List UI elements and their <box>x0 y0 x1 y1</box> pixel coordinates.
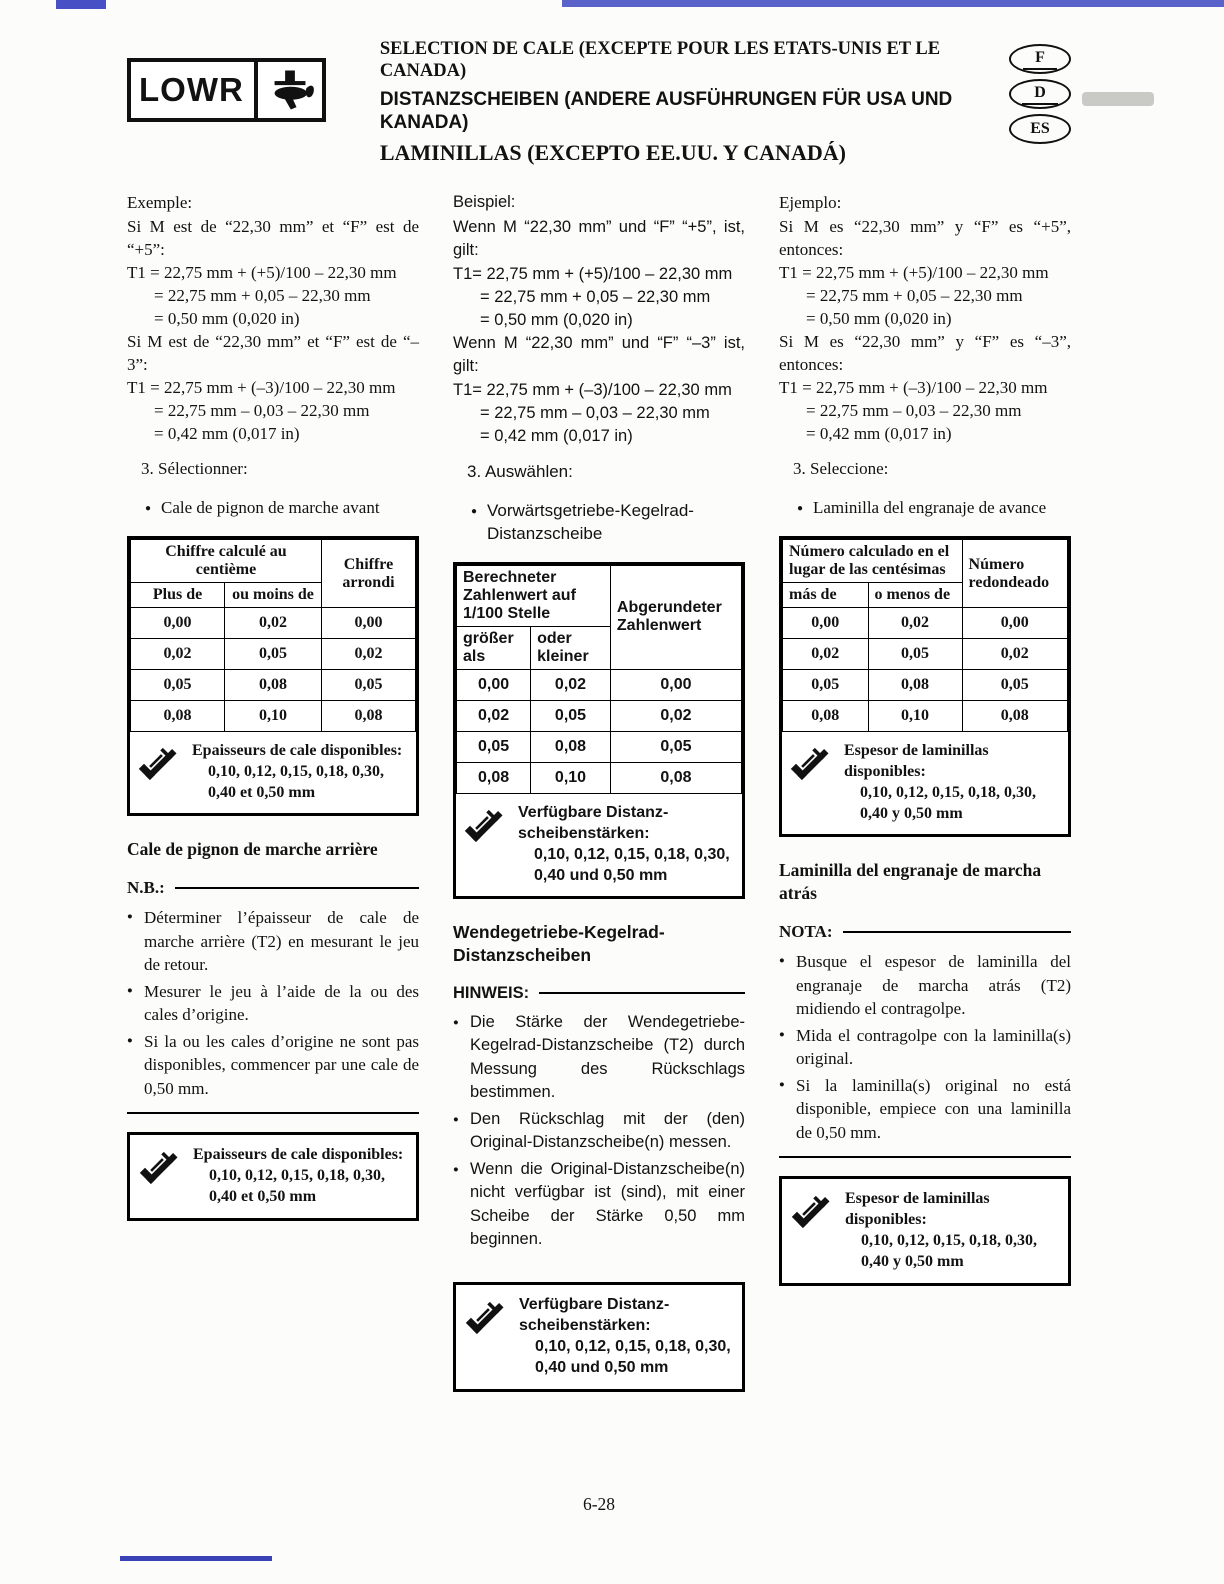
table-cell: 0,10 <box>868 701 962 732</box>
formula-block <box>127 376 419 445</box>
step-label: 3. Auswählen: <box>467 461 573 481</box>
forward-shim-table <box>127 536 419 816</box>
shim-availability-note <box>782 732 1068 834</box>
language-badges <box>1009 44 1071 144</box>
shim-availability-box <box>779 1176 1071 1286</box>
page-number: 6-28 <box>582 1494 616 1514</box>
table-cell: 0,05 <box>868 639 962 670</box>
scan-artifact <box>56 0 106 9</box>
section-label: LOWR <box>131 62 258 118</box>
table-header-rounded: Abgerundeter Zahlenwert <box>610 565 741 669</box>
list-item: ● Busque el espesor de laminilla del engranaje de marcha atrás (T2) midiendo el contragolpe. <box>779 950 1071 1021</box>
table-cell: 0,08 <box>783 701 869 732</box>
table-cell: 0,00 <box>610 669 741 700</box>
formula-line: = 22,75 mm + 0,05 – 22,30 mm <box>154 286 371 305</box>
step-label: 3. Sélectionner: <box>141 459 248 478</box>
note-title: Epaisseurs de cale disponibles: <box>192 742 403 759</box>
instruction-list <box>779 950 1071 1144</box>
table-header-calculated: Chiffre calculé au centième <box>131 540 322 583</box>
table-cell: 0,08 <box>457 762 531 793</box>
note-rule <box>175 887 419 889</box>
example-label: Beispiel: <box>453 193 516 211</box>
list-item: ● Den Rückschlag mit der (den) Original-Distanzscheibe(n) messen. <box>453 1108 745 1155</box>
case-intro: Si M est de “22,30 mm” et “F” est de “–3”: <box>127 332 419 374</box>
example-label: Ejemplo: <box>779 193 842 212</box>
page-title-german: DISTANZSCHEIBEN (ANDERE AUSFÜHRUNGEN FÜR USA UND KANADA) <box>379 89 953 133</box>
list-item: ● Si la laminilla(s) original no está disponible, empiece con una laminilla de 0,50 mm. <box>779 1074 1071 1145</box>
instruction-list <box>127 906 419 1100</box>
caliper-icon <box>789 1188 839 1234</box>
list-item: ● Mesurer le jeu à l’aide de la ou des cales d’origine. <box>127 980 419 1027</box>
page-title-french: SELECTION DE CALE (EXCEPTE POUR LES ETATS-UNIS ET LE CANADA) <box>379 39 941 81</box>
page-title-spanish: LAMINILLAS (EXCEPTO EE.UU. Y CANADÁ) <box>379 140 846 165</box>
note-label: N.B.: <box>127 878 165 897</box>
table-row <box>131 608 416 639</box>
table-cell: 0,00 <box>457 669 531 700</box>
table-row <box>457 700 742 731</box>
table-cell: 0,08 <box>962 701 1067 732</box>
table-cell: 0,05 <box>783 670 869 701</box>
table-subheader-over: größer als <box>457 626 531 669</box>
caliper-icon <box>462 802 512 848</box>
formula-line: T1 = 22,75 mm + (+5)/100 – 22,30 mm <box>127 263 397 282</box>
table-cell: 0,02 <box>868 608 962 639</box>
table-row <box>457 762 742 793</box>
table-subheader-under: o menos de <box>868 583 962 608</box>
note-values: 0,10, 0,12, 0,15, 0,18, 0,30, 0,40 y 0,50 mm <box>860 784 1036 822</box>
table-row <box>457 669 742 700</box>
caliper-icon <box>137 1144 187 1190</box>
table-subheader-over: más de <box>783 583 869 608</box>
table-cell: 0,00 <box>962 608 1067 639</box>
formula-line: = 0,50 mm (0,020 in) <box>806 309 952 328</box>
column-french <box>127 191 419 1392</box>
page-header <box>127 38 1071 171</box>
section-end-rule <box>127 1112 419 1114</box>
table-cell: 0,05 <box>457 731 531 762</box>
formula-block <box>453 263 745 332</box>
table-row <box>131 670 416 701</box>
example-label: Exemple: <box>127 193 193 212</box>
caliper-icon <box>788 740 838 786</box>
note-values: 0,10, 0,12, 0,15, 0,18, 0,30, 0,40 et 0,50 mm <box>208 763 384 801</box>
list-item: ● Mida el contragolpe con la laminilla(s) original. <box>779 1024 1071 1071</box>
table-cell: 0,10 <box>531 762 611 793</box>
formula-block <box>779 261 1071 330</box>
formula-line: = 22,75 mm + 0,05 – 22,30 mm <box>806 286 1023 305</box>
note-title: Verfügbare Distanzscheibenstärken: <box>519 1295 670 1334</box>
formula-block <box>779 376 1071 445</box>
table-row <box>131 639 416 670</box>
note-title: Espesor de laminillas disponibles: <box>845 1190 990 1228</box>
table-cell: 0,00 <box>783 608 869 639</box>
table-cell: 0,08 <box>225 670 322 701</box>
table-cell: 0,10 <box>225 701 322 732</box>
formula-line: = 0,50 mm (0,020 in) <box>480 310 633 329</box>
note-rule <box>539 992 745 994</box>
page-titles <box>380 38 1008 171</box>
table-cell: 0,08 <box>868 670 962 701</box>
table-row <box>131 701 416 732</box>
table-cell: 0,02 <box>531 669 611 700</box>
table-row <box>783 670 1068 701</box>
shim-availability-note <box>456 794 742 896</box>
shim-availability-note <box>130 732 416 813</box>
table-cell: 0,02 <box>321 639 415 670</box>
note-title: Espesor de laminillas disponibles: <box>844 742 989 780</box>
step-label: 3. Seleccione: <box>793 459 889 478</box>
note-values: 0,10, 0,12, 0,15, 0,18, 0,30, 0,40 und 0,50 mm <box>535 1337 731 1376</box>
case-intro: Si M es “22,30 mm” y “F” es “–3”, entonces: <box>779 332 1071 374</box>
formula-line: T1= 22,75 mm + (+5)/100 – 22,30 mm <box>453 264 733 283</box>
table-cell: 0,08 <box>531 731 611 762</box>
note-values: 0,10, 0,12, 0,15, 0,18, 0,30, 0,40 et 0,50 mm <box>209 1167 385 1205</box>
step-bullet: ● Cale de pignon de marche avant <box>127 496 419 519</box>
table-subheader-over: Plus de <box>131 583 225 608</box>
badge-letter: ES <box>1030 120 1050 137</box>
table-cell: 0,02 <box>962 639 1067 670</box>
table-cell: 0,02 <box>610 700 741 731</box>
note-title: Verfügbare Distanzscheibenstärken: <box>518 803 669 842</box>
formula-line: = 0,42 mm (0,017 in) <box>154 424 300 443</box>
formula-line: = 22,75 mm – 0,03 – 22,30 mm <box>154 401 370 420</box>
note-title: Epaisseurs de cale disponibles: <box>193 1146 404 1163</box>
column-spanish <box>779 191 1071 1392</box>
case-intro: Si M es “22,30 mm” y “F” es “+5”, entonces: <box>779 217 1071 259</box>
formula-line: T1= 22,75 mm + (–3)/100 – 22,30 mm <box>453 380 732 399</box>
table-cell: 0,00 <box>131 608 225 639</box>
table-cell: 0,05 <box>610 731 741 762</box>
lang-badge-spanish <box>1009 114 1071 144</box>
formula-line: T1 = 22,75 mm + (–3)/100 – 22,30 mm <box>127 378 396 397</box>
note-label: HINWEIS: <box>453 983 530 1002</box>
badge-letter: F <box>1023 49 1057 70</box>
table-cell: 0,00 <box>321 608 415 639</box>
note-rule <box>843 931 1071 933</box>
note-label: NOTA: <box>779 922 833 941</box>
table-subheader-under: ou moins de <box>225 583 322 608</box>
formula-line: = 22,75 mm – 0,03 – 22,30 mm <box>480 403 710 422</box>
formula-block <box>453 379 745 448</box>
case-intro: Wenn M “22,30 mm” und “F” “+5”, ist, gilt: <box>453 217 745 259</box>
table-cell: 0,08 <box>131 701 225 732</box>
table-header-rounded: Chiffre arrondi <box>321 540 415 608</box>
rear-gear-heading: Laminilla del engranaje de marcha atrás <box>779 860 1042 903</box>
table-header-calculated: Berechneter Zahlenwert auf 1/100 Stelle <box>457 565 611 626</box>
note-values: 0,10, 0,12, 0,15, 0,18, 0,30, 0,40 und 0,50 mm <box>534 845 730 884</box>
table-cell: 0,02 <box>131 639 225 670</box>
table-header-rounded: Número redondeado <box>962 540 1067 608</box>
formula-line: = 0,42 mm (0,017 in) <box>806 424 952 443</box>
shim-availability-box <box>127 1132 419 1221</box>
note-label-line <box>779 922 1071 942</box>
table-row <box>457 731 742 762</box>
formula-block <box>127 261 419 330</box>
formula-line: = 22,75 mm – 0,03 – 22,30 mm <box>806 401 1022 420</box>
table-header-calculated: Número calculado en el lugar de las centésimas <box>783 540 963 583</box>
formula-line: = 0,42 mm (0,017 in) <box>480 426 633 445</box>
list-item: ● Déterminer l’épaisseur de cale de marche arrière (T2) en mesurant le jeu de retour. <box>127 906 419 977</box>
step-bullet: ● Vorwärtsgetriebe-Kegelrad-Distanzscheibe <box>453 499 745 545</box>
table-cell: 0,05 <box>131 670 225 701</box>
case-intro: Si M est de “22,30 mm” et “F” est de “+5”: <box>127 217 419 259</box>
table-subheader-under: oder kleiner <box>531 626 611 669</box>
formula-line: = 0,50 mm (0,020 in) <box>154 309 300 328</box>
table-cell: 0,02 <box>225 608 322 639</box>
caliper-icon <box>136 740 186 786</box>
section-tab-lowr <box>127 58 326 122</box>
formula-line: T1 = 22,75 mm + (–3)/100 – 22,30 mm <box>779 378 1048 397</box>
note-label-line <box>127 878 419 898</box>
case-intro: Wenn M “22,30 mm” und “F” “–3” ist, gilt: <box>453 333 745 375</box>
table-cell: 0,05 <box>321 670 415 701</box>
table-cell: 0,05 <box>531 700 611 731</box>
formula-line: T1 = 22,75 mm + (+5)/100 – 22,30 mm <box>779 263 1049 282</box>
list-item: ● Wenn die Original-Distanzscheibe(n) nicht verfügbar ist (sind), mit einer Scheibe der Stärke 0,50 mm beginnen. <box>453 1158 745 1252</box>
table-row <box>783 701 1068 732</box>
step-bullet: ● Laminilla del engranaje de avance <box>779 496 1071 519</box>
shim-availability-box <box>453 1282 745 1392</box>
table-row <box>783 639 1068 670</box>
formula-line: = 22,75 mm + 0,05 – 22,30 mm <box>480 287 711 306</box>
lang-badge-german <box>1009 79 1071 109</box>
table-cell: 0,05 <box>962 670 1067 701</box>
note-values: 0,10, 0,12, 0,15, 0,18, 0,30, 0,40 y 0,50 mm <box>861 1232 1037 1270</box>
forward-shim-table <box>779 536 1071 837</box>
column-german <box>453 191 745 1392</box>
table-cell: 0,05 <box>225 639 322 670</box>
note-label-line <box>453 984 745 1003</box>
scan-artifact <box>120 1556 272 1561</box>
forward-shim-table <box>453 562 745 899</box>
table-row <box>783 608 1068 639</box>
table-cell: 0,02 <box>783 639 869 670</box>
caliper-icon <box>463 1294 513 1340</box>
scan-artifact <box>1082 92 1154 106</box>
lower-unit-icon <box>258 62 322 118</box>
list-item: ● Si la ou les cales d’origine ne sont pas disponibles, commencer par une cale de 0,50 mm. <box>127 1030 419 1101</box>
rear-gear-heading: Wendegetriebe-Kegelrad-Distanzscheiben <box>453 921 665 965</box>
list-item: ● Die Stärke der Wendegetriebe-Kegelrad-Distanzscheibe (T2) durch Messung des Rückschlags bestimmen. <box>453 1011 745 1105</box>
table-cell: 0,08 <box>610 762 741 793</box>
scan-artifact <box>562 0 1224 7</box>
rear-gear-heading: Cale de pignon de marche arrière <box>127 839 378 859</box>
table-cell: 0,08 <box>321 701 415 732</box>
badge-letter: D <box>1022 84 1058 105</box>
section-end-rule <box>779 1156 1071 1158</box>
instruction-list <box>453 1011 745 1252</box>
lang-badge-french <box>1009 44 1071 74</box>
table-cell: 0,02 <box>457 700 531 731</box>
